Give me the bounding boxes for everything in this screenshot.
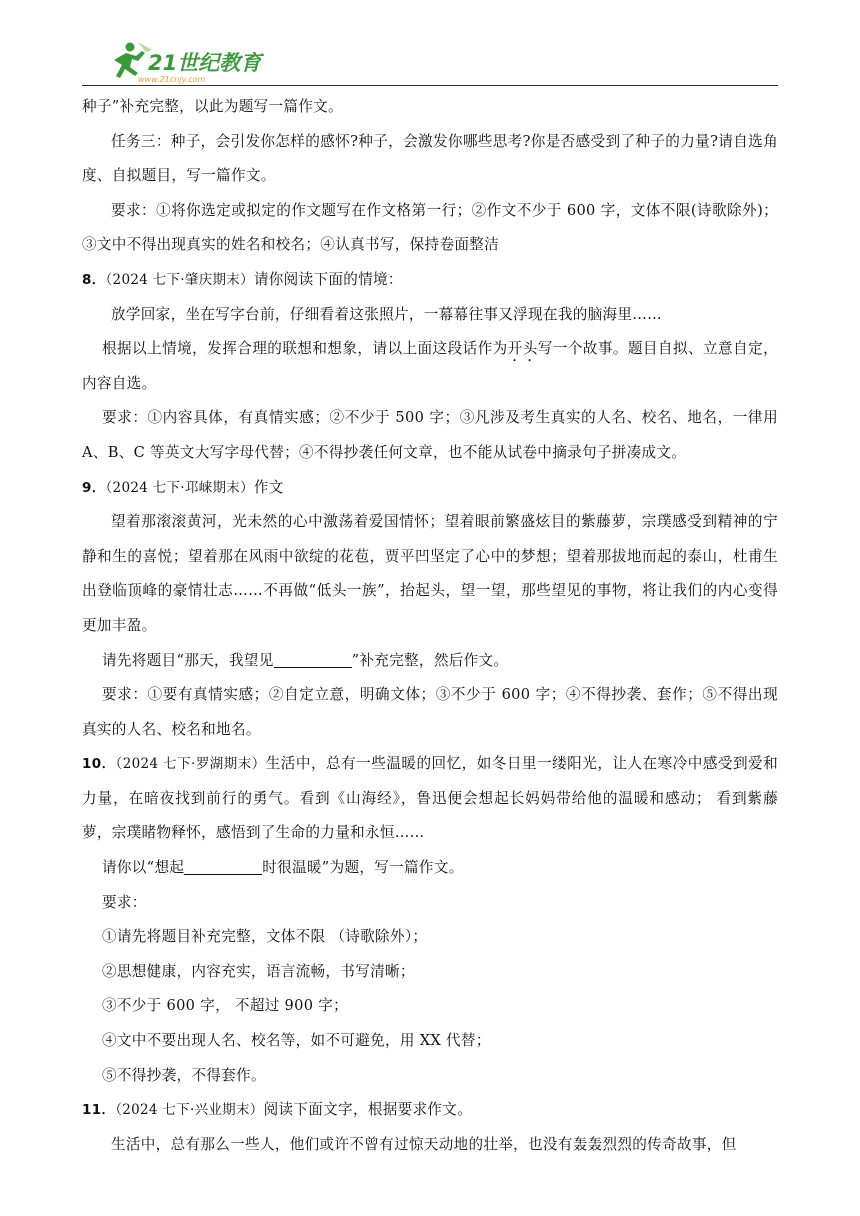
- question-9-passage: 望着那滚滚黄河，光未然的心中激荡着爱国情怀；望着眼前繁盛炫目的紫藤萝，宗璞感受到精神的宁静和生的喜悦；望着那在风雨中欲绽的花苞，贾平凹坚定了心中的梦想；望着那拔地而起的泰山，杜甫生出登临顶峰的豪情壮志……不再做“低头一族”，抬起头，望一望，那些望见的事物，将让我们的内心变得更加丰盈。: [82, 513, 778, 634]
- page-header: [0, 0, 860, 88]
- question-source: （2024 七下·罗湖期末）: [115, 756, 266, 773]
- paragraph-requirements: 要求：①将你选定或拟定的作文题写在作文格第一行；②作文不少于 600 字，文体不限(诗歌除外)；③文中不得出现真实的姓名和校名；④认真书写，保持卷面整洁: [82, 201, 778, 254]
- question-8-header: [82, 263, 778, 298]
- question-10-req-1: ①请先将题目补充完整，文体不限 （诗歌除外）；: [102, 928, 428, 946]
- fill-blank: [274, 650, 352, 667]
- question-9-header: [82, 471, 778, 506]
- question-title: 阅读下面文字，根据要求作文。: [263, 1101, 473, 1119]
- question-title: 生活中，总有一些温暖的回忆，如冬日里一缕阳光，让人在寒冷中感受到爱和力量，在暗夜找到前行的勇气。看到《山海经》，鲁迅便会想起长妈妈带给他的温暖和感动； 看到紫藤萝，宗璞睹物释怀，感悟到了生命的力量和永恒……: [82, 755, 779, 842]
- text-run: 写一个故事。题目自拟、立意自定，内容自选。: [82, 340, 778, 392]
- question-10-instruction: [82, 851, 778, 886]
- svg-text:www.21cnjy.com: www.21cnjy.com: [138, 75, 206, 84]
- question-9-instruction: [82, 644, 778, 679]
- question-9-requirements: 要求：①要有真情实感；②自定立意，明确文体；③不少于 600 字；④不得抄袭、套作；⑤不得出现真实的人名、校名和地名。: [82, 686, 778, 738]
- site-logo: [108, 40, 278, 84]
- question-number: 11．: [82, 1102, 116, 1119]
- question-10-req-3: ③不少于 600 字， 不超过 900 字；: [102, 997, 349, 1015]
- question-10-req-4: ④文中不要出现人名、校名等，如不可避免，用 XX 代替；: [102, 1032, 491, 1050]
- paragraph: 种子”补充完整，以此为题写一篇作文。: [82, 98, 343, 115]
- question-10-req-2: ②思想健康，内容充实，语言流畅，书写清晰；: [102, 962, 415, 980]
- text-run: 根据以上情境，发挥合理的联想和想象，请以上面这段话作为: [102, 340, 508, 358]
- question-10-header: [82, 747, 778, 851]
- svg-text:21世纪教育: 21世纪教育: [148, 51, 262, 75]
- question-source: （2024 七下·肇庆期末）: [105, 271, 254, 288]
- emphasized-text: 开头: [507, 340, 538, 358]
- fill-blank: [184, 858, 262, 875]
- question-8-requirements: 要求：①内容具体，有真情实感；②不少于 500 字；③凡涉及考生真实的人名、校名、地名，一律用 A、B、C 等英文大写字母代替；④不得抄袭任何文章，也不能从试卷中摘录句子拼凑成文。: [82, 409, 778, 461]
- header-rule: [82, 85, 778, 86]
- text-run: 请你以“想起: [102, 859, 185, 877]
- text-run: ”补充完整，然后作文。: [351, 651, 509, 669]
- question-number: 9．: [82, 479, 106, 496]
- question-10-req-5: ⑤不得抄袭，不得套作。: [102, 1066, 266, 1084]
- question-8-scenario: 放学回家，坐在写字台前，仔细看着这张照片，一幕幕往事又浮现在我的脑海里……: [111, 305, 663, 323]
- question-source: （2024 七下·兴业期末）: [115, 1102, 264, 1119]
- question-source: （2024 七下·邛崃期末）: [105, 479, 254, 496]
- text-run: 请先将题目“那天，我望见: [102, 651, 274, 669]
- text-run: 时很温暖”为题，写一篇作文。: [262, 859, 464, 877]
- question-number: 10．: [82, 756, 116, 773]
- runner-logo-icon: [108, 40, 278, 84]
- question-title: 作文: [253, 478, 284, 496]
- question-8-instruction: [82, 332, 778, 401]
- question-11-passage: 生活中，总有那么一些人，他们或许不曾有过惊天动地的壮举，也没有轰轰烈烈的传奇故事，但: [111, 1135, 737, 1153]
- question-title: 请你阅读下面的情境：: [253, 270, 403, 288]
- question-number: 8．: [82, 271, 106, 288]
- document-body: [82, 90, 778, 1162]
- paragraph-task-three: 任务三：种子，会引发你怎样的感怀?种子，会激发你哪些思考?你是否感受到了种子的力量?请自选角度、自拟题目，写一篇作文。: [82, 132, 778, 185]
- question-11-header: [82, 1093, 778, 1128]
- question-10-req-label: 要求：: [102, 893, 147, 911]
